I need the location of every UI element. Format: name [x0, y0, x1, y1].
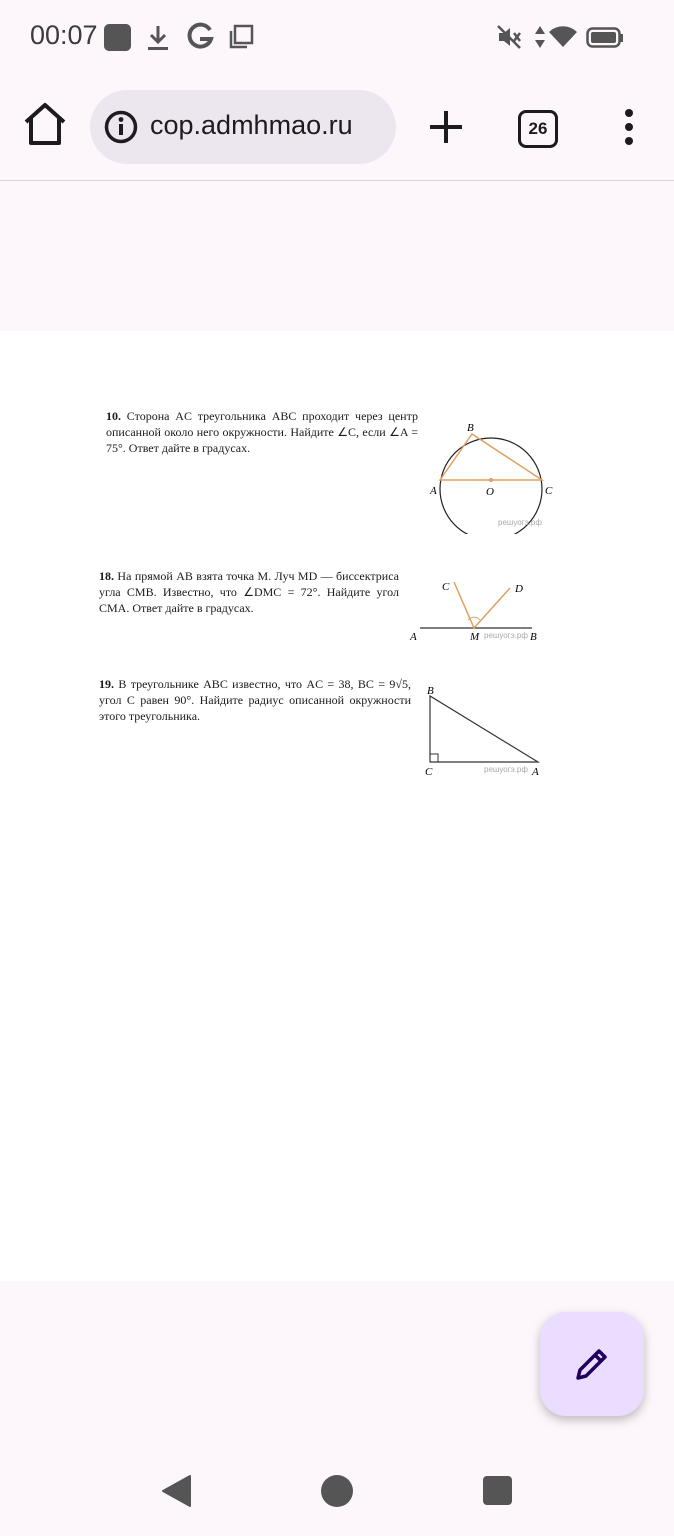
problem-10-figure — [426, 418, 556, 534]
problem-19-number: 19. — [99, 677, 114, 691]
document-page — [0, 331, 674, 1281]
center-point — [489, 478, 493, 482]
watermark: решуогэ.рф — [498, 518, 542, 527]
info-icon[interactable] — [104, 110, 138, 149]
watermark: решуогэ.рф — [484, 765, 528, 774]
problem-18-text — [99, 568, 399, 616]
problem-10-body: Сторона AC треугольника ABC проходит через центр описанной около него окружности. Найдите ∠C, если ∠A = 75°. Ответ дайте в градусах. — [106, 409, 418, 455]
tab-count: 26 — [518, 110, 558, 148]
problem-10-number: 10. — [106, 409, 121, 423]
problem-19-text — [99, 676, 411, 724]
problem-19-body: В треугольнике ABC известно, что AC = 38, BC = 9√5, угол C равен 90°. Найдите радиус описанной окружности этого треугольника. — [99, 677, 412, 723]
download-icon — [146, 24, 170, 57]
label-B: B — [427, 685, 434, 697]
label-D: D — [515, 583, 523, 595]
problem-19-figure — [420, 682, 550, 782]
label-A: A — [410, 631, 417, 643]
plus-icon[interactable] — [424, 102, 468, 152]
mute-icon — [496, 24, 522, 55]
more-vert-icon[interactable] — [614, 106, 644, 156]
problem-18-figure — [406, 574, 546, 646]
problem-18-number: 18. — [99, 569, 114, 583]
edit-fab-button[interactable] — [540, 1312, 644, 1416]
right-angle-mark — [430, 754, 438, 762]
data-arrows-icon — [534, 24, 546, 55]
ad-banner-area — [0, 181, 674, 331]
right-triangle — [430, 696, 538, 762]
url-text[interactable]: cop.admhmao.ru — [150, 110, 353, 140]
label-M: M — [470, 631, 480, 643]
home-icon[interactable] — [20, 100, 70, 156]
label-O: O — [486, 486, 494, 498]
label-C: C — [545, 485, 553, 497]
browser-toolbar — [0, 76, 674, 181]
google-icon — [186, 22, 214, 57]
status-time: 00:07 — [30, 20, 98, 50]
tabs-button[interactable] — [518, 110, 558, 150]
label-A: A — [532, 766, 539, 778]
label-B: B — [467, 422, 474, 434]
address-bar[interactable] — [90, 90, 396, 164]
label-C: C — [425, 766, 433, 778]
problem-10-text — [106, 408, 418, 456]
rays-mc-md — [454, 582, 510, 628]
label-A: A — [430, 485, 437, 497]
copy-icon — [228, 24, 254, 55]
watermark: решуогэ.рф — [484, 631, 528, 640]
system-nav-bar — [0, 1450, 674, 1536]
home-circle-icon[interactable] — [320, 1474, 354, 1513]
battery-icon — [586, 27, 624, 54]
triangle-abc — [440, 434, 542, 480]
problem-18-body: На прямой AB взята точка M. Луч MD — биссектриса угла CMB. Известно, что ∠DMC = 72°. Найдите угол CMA. Ответ дайте в градусах. — [99, 569, 399, 615]
status-bar — [0, 0, 674, 76]
recents-icon[interactable] — [482, 1475, 514, 1512]
back-icon[interactable] — [160, 1474, 192, 1513]
label-C: C — [442, 581, 450, 593]
wifi-icon — [548, 24, 578, 53]
label-B: B — [530, 631, 537, 643]
notification-square-icon — [104, 24, 132, 57]
